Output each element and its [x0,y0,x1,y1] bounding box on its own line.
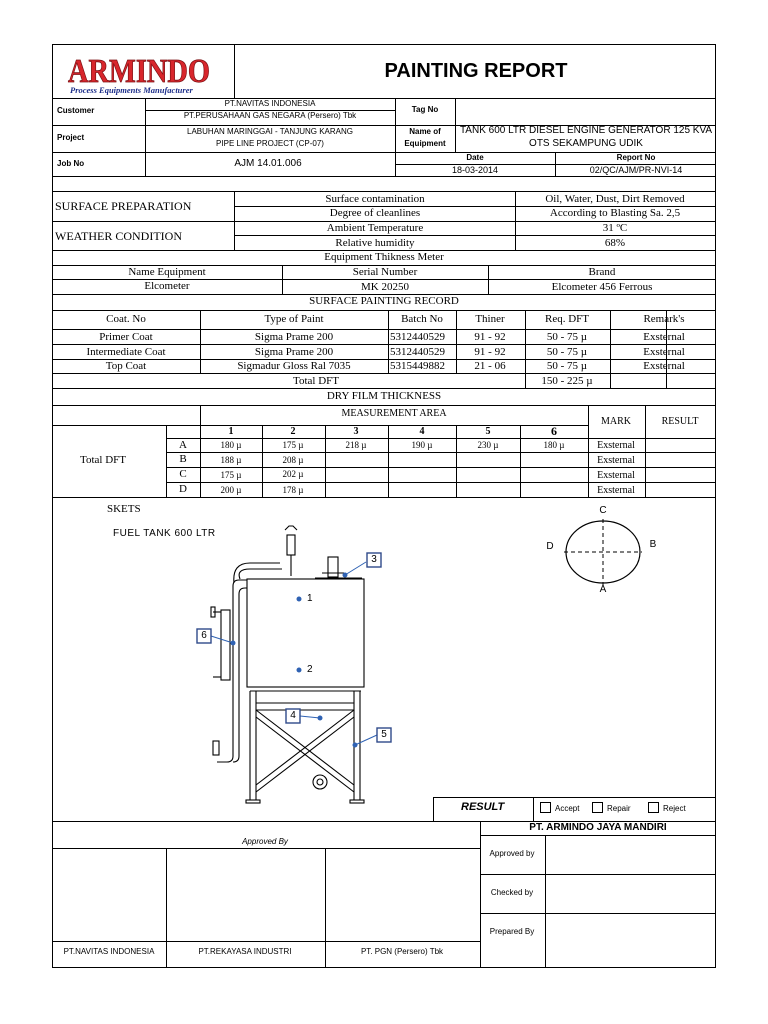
record-cell: Top Coat [105,360,147,372]
meter-header: Serial Number [352,266,418,278]
project-label: Project [57,133,85,142]
approved-by-label: Approved by [489,849,535,858]
page-title: PAINTING REPORT [384,60,568,82]
record-cell: 5312440529 [390,331,445,343]
area-col: 6 [551,424,557,438]
dft-mark: Exsternal [597,455,635,466]
repair-checkbox[interactable] [592,802,603,813]
divider [645,405,646,497]
divider [52,497,716,498]
condition-label: Degree of cleanlines [329,207,421,219]
condition-value: According to Blasting Sa. 2,5 [549,207,681,219]
sketch-point-label: 3 [371,554,377,565]
record-cell: 50 - 75 µ [546,360,588,372]
equipment-label-2: Equipment [404,139,446,148]
tag-label: Tag No [411,105,439,114]
record-cell: 5312440529 [390,346,445,358]
dft-value: 175 µ [282,440,304,450]
total-dft-value: 150 - 225 µ [541,375,593,387]
condition-label: Surface contamination [325,193,425,205]
meter-header: Name Equipment [128,266,206,278]
fuel-tank-drawing [190,520,400,805]
dft-value: 178 µ [282,485,304,495]
record-cell: 91 - 92 [474,331,506,343]
dft-value: 180 µ [220,440,242,450]
divider [433,797,434,821]
divider [610,310,611,388]
total-dft-label: Total DFT [293,375,339,387]
divider [166,467,716,468]
divider [456,425,457,497]
checked-by-label: Checked by [490,888,534,897]
job-label: Job No [57,159,85,168]
customer-label: Customer [57,106,95,115]
repair-label: Repair [607,804,631,813]
direction-c: C [599,505,607,516]
divider [456,310,457,373]
direction-a: A [599,584,607,595]
divider [52,405,716,406]
dft-value: 202 µ [282,469,304,479]
divider [388,425,389,497]
divider [200,310,201,373]
area-col: 2 [290,426,296,437]
date-label: Date [466,153,484,162]
divider [533,797,534,821]
divider [325,848,326,968]
sketch-point-label: 4 [290,710,296,721]
divider [52,98,716,99]
dft-row-letter: A [179,439,187,451]
equipment-line2: OTS SEKAMPUNG UDIK [529,138,643,149]
divider [234,191,235,250]
record-cell: Exsternal [643,360,685,372]
meter-header: Brand [588,266,616,278]
record-cell: Exsternal [643,346,685,358]
signatory-rekayasa: PT.REKAYASA INDUSTRI [198,947,292,956]
mark-label: MARK [600,416,632,427]
dft-value: 218 µ [345,440,367,450]
record-header: Type of Paint [264,313,324,325]
divider [488,265,489,294]
divider [200,405,201,497]
customer-line1: PT.NAVITAS INDONESIA [224,99,316,108]
record-header: Coat. No [106,313,146,325]
reject-label: Reject [663,804,686,813]
divider [166,438,716,439]
record-cell: Exsternal [643,331,685,343]
project-line2: PIPE LINE PROJECT (CP-07) [216,139,324,148]
dft-value: 190 µ [411,440,433,450]
divider [480,821,481,968]
sketch-point-label: 6 [201,630,207,641]
reject-checkbox[interactable] [648,802,659,813]
customer-line2: PT.PERUSAHAAN GAS NEGARA (Persero) Tbk [183,111,357,120]
divider [480,874,716,875]
sketch-subtitle: FUEL TANK 600 LTR [113,528,216,539]
record-header: Remark's [643,313,685,325]
dft-value: 188 µ [220,455,242,465]
divider [480,913,716,914]
divider [545,835,546,968]
surface-prep-label: SURFACE PREPARATION [55,199,192,213]
approved-by-header: Approved By [242,837,288,846]
armindo-logo [66,50,216,96]
equipment-line1: TANK 600 LTR DIESEL ENGINE GENERATOR 125 KVA [459,125,713,136]
divider [52,941,480,942]
dft-mark: Exsternal [597,440,635,451]
project-line1: LABUHAN MARINGGAI - TANJUNG KARANG [187,127,353,136]
condition-value: 31 ºC [602,222,628,234]
divider [52,388,716,389]
divider [388,310,389,373]
dft-mark: Exsternal [597,485,635,496]
dft-title: DRY FILM THICKNESS [326,390,442,402]
meter-value: MK 20250 [361,281,409,293]
record-cell: Sigma Prame 200 [254,331,334,343]
divider [525,310,526,373]
record-cell: Intermediate Coat [86,346,166,358]
direction-d: D [546,541,554,552]
job-value: AJM 14.01.006 [234,158,302,169]
divider [234,235,716,236]
dft-row-letter: B [179,453,187,465]
condition-value: Oil, Water, Dust, Dirt Removed [545,193,685,205]
divider [166,848,167,968]
record-header: Thiner [475,313,505,325]
area-col: 1 [228,426,234,437]
dft-total-label: Total DFT [80,454,126,466]
logo-tagline: Process Equipments Manufacturer [70,85,193,95]
condition-label: Relative humidity [335,237,415,249]
signatory-navitas: PT.NAVITAS INDONESIA [63,947,155,956]
divider [555,152,556,176]
sketch-point-label: 5 [381,729,387,740]
dft-value: 200 µ [220,485,242,495]
record-cell: 91 - 92 [474,346,506,358]
divider [515,191,516,250]
logo-brand: ARMINDO [68,53,210,90]
logo-divider [234,44,235,99]
report-label: Report No [616,153,656,162]
record-cell: 5315449882 [390,360,445,372]
dft-value: 208 µ [282,455,304,465]
divider [262,425,263,497]
equipment-label-1: Name of [409,127,441,136]
company-name: PT. ARMINDO JAYA MANDIRI [529,822,667,833]
record-cell: Sigmadur Gloss Ral 7035 [237,360,351,372]
result-label: RESULT [461,801,505,813]
divider [166,482,716,483]
divider [52,425,588,426]
signatory-pgn: PT. PGN (Persero) Tbk [360,947,444,956]
record-cell: 21 - 06 [474,360,506,372]
direction-b: B [649,539,657,550]
record-cell: 50 - 75 µ [546,346,588,358]
record-header: Req. DFT [545,313,589,325]
condition-label: Ambient Temperature [326,222,424,234]
divider [145,110,395,111]
divider [282,265,283,294]
result-col-label: RESULT [661,416,699,427]
area-col: 5 [485,426,491,437]
painting-record-title: SURFACE PAINTING RECORD [309,295,459,307]
divider [480,835,716,836]
measurement-area-label: MEASUREMENT AREA [341,408,447,419]
weather-label: WEATHER CONDITION [55,229,182,243]
divider [52,359,716,360]
accept-checkbox[interactable] [540,802,551,813]
date-value: 18-03-2014 [451,165,499,175]
meter-value: Elcometer [144,280,190,292]
divider [433,797,716,798]
dft-row-letter: C [179,468,187,480]
divider [455,98,456,152]
condition-value: 68% [604,237,626,249]
divider [325,425,326,497]
divider [52,848,480,849]
divider [52,176,716,177]
divider [52,329,716,330]
meter-title: Equipment Thikness Meter [324,251,444,263]
dft-mark: Exsternal [597,470,635,481]
record-cell: 50 - 75 µ [546,331,588,343]
report-value: 02/QC/AJM/PR-NVI-14 [589,165,683,175]
dft-row-letter: D [179,483,187,495]
sketch-title: SKETS [107,503,141,515]
accept-label: Accept [555,804,580,813]
record-cell: Sigma Prame 200 [254,346,334,358]
divider [52,344,716,345]
dft-value: 175 µ [220,470,242,480]
divider [52,373,716,374]
area-col: 4 [419,426,425,437]
divider [520,425,521,497]
divider [525,373,526,388]
dft-value: 180 µ [543,440,565,450]
prepared-by-label: Prepared By [489,927,535,936]
divider [166,452,716,453]
dft-value: 230 µ [477,440,499,450]
area-col: 3 [353,426,359,437]
divider [52,310,716,311]
record-header: Batch No [401,313,443,325]
orientation-diagram [560,515,650,590]
divider [52,191,716,192]
divider [166,425,167,497]
sketch-point-label: 2 [307,664,313,675]
sketch-point-label: 1 [307,593,313,604]
divider [395,98,396,176]
record-cell: Primer Coat [99,331,153,343]
meter-value: Elcometer 456 Ferrous [551,281,653,293]
divider [588,405,589,497]
